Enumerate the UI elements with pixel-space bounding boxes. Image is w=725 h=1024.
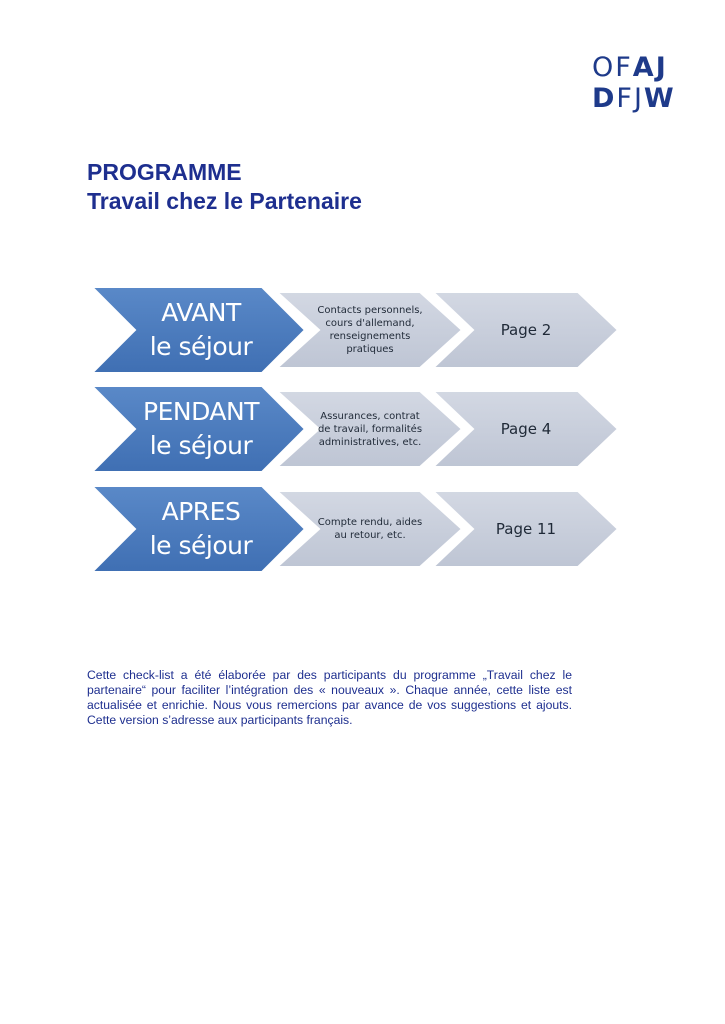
avant-main-label: AVANT le séjour: [149, 298, 253, 361]
apres-main-label: APRES le séjour: [149, 497, 253, 560]
pendant-detail-label: Assurances, contrat de travail, formalités administratives, etc.: [317, 410, 423, 448]
apres-detail-label: Compte rendu, aides au retour, etc.: [317, 517, 423, 541]
pendant-main-label: PENDANT le séjour: [143, 397, 259, 460]
apres-page-label: Page 11: [495, 520, 557, 538]
avant-detail-label: Contacts personnels, cours d'allemand, renseignements pratiques: [317, 305, 423, 355]
title-line-1: PROGRAMME: [87, 159, 242, 185]
logo-line-2: DFJW: [592, 83, 676, 114]
pendant-page-label: Page 4: [500, 420, 552, 438]
avant-page-label: Page 2: [500, 321, 552, 339]
title-line-2: Travail chez le Partenaire: [87, 188, 362, 214]
intro-paragraph: Cette check-list a été élaborée par des participants du programme „Travail chez le partenaire“ pour faciliter l’intégration des « nouveaux ». Chaque année, cette liste est actualisée et enrichie. Nous vous remercions par avance de vos suggestions et ajouts. Cette version s’adresse aux participants français.: [87, 668, 572, 728]
logo-line-1: OFAJ: [592, 52, 668, 83]
